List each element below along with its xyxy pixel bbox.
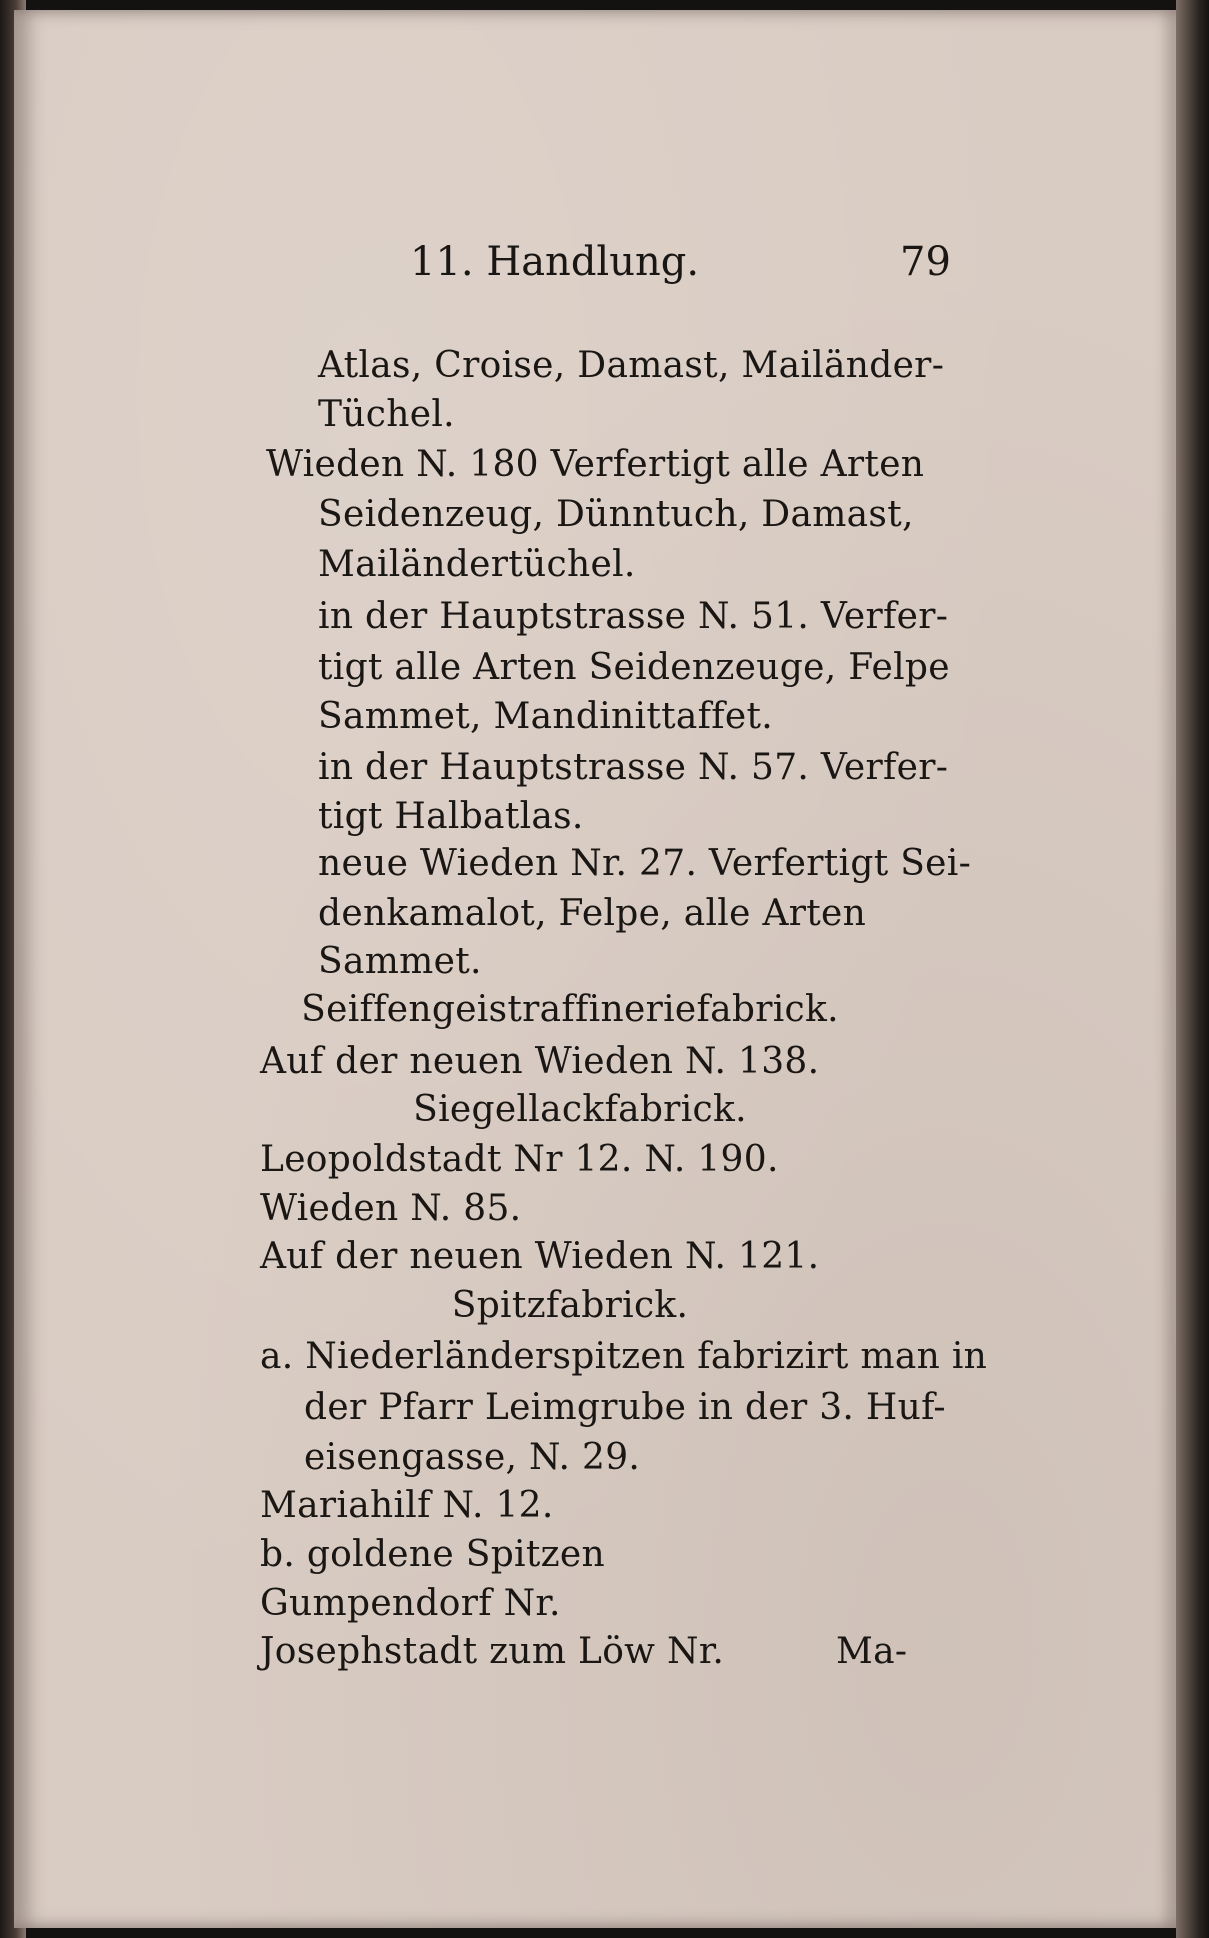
text-line: Seidenzeug, Dünntuch, Damast, bbox=[318, 494, 914, 535]
text-line: Mailändertüchel. bbox=[318, 544, 636, 585]
text-line: Leopoldstadt Nr 12. N. 190. bbox=[260, 1139, 779, 1180]
text-line: eisengasse, N. 29. bbox=[304, 1437, 641, 1478]
text-line: tigt Halbatlas. bbox=[318, 796, 584, 837]
text-line: neue Wieden Nr. 27. Verfertigt Sei- bbox=[318, 843, 972, 884]
text-line: Sammet. bbox=[318, 941, 482, 982]
section-heading: Spitzfabrick. bbox=[451, 1285, 689, 1326]
text-line: der Pfarr Leimgrube in der 3. Huf- bbox=[304, 1387, 946, 1428]
text-line: in der Hauptstrasse N. 51. Verfer- bbox=[318, 596, 949, 637]
text-line: Auf der neuen Wieden N. 138. bbox=[260, 1041, 820, 1082]
text-line: denkamalot, Felpe, alle Arten bbox=[318, 893, 867, 934]
text-line: a. Niederländerspitzen fabrizirt man in bbox=[260, 1336, 988, 1377]
section-heading: Seiffengeistraffineriefabrick. bbox=[301, 989, 839, 1030]
text-line: b. goldene Spitzen bbox=[260, 1534, 605, 1575]
text-line: in der Hauptstrasse N. 57. Verfer- bbox=[318, 747, 949, 788]
text-line: Sammet, Mandinittaffet. bbox=[318, 696, 773, 737]
page-number: 79 bbox=[900, 239, 951, 285]
text-line: Gumpendorf Nr. bbox=[260, 1583, 561, 1624]
text-line: Wieden N. 180 Verfertigt alle Arten bbox=[266, 444, 925, 485]
page-edge-shadow bbox=[1176, 0, 1209, 1938]
text-line: Josephstadt zum Löw Nr. bbox=[260, 1631, 725, 1672]
text-line: Auf der neuen Wieden N. 121. bbox=[260, 1236, 820, 1277]
text-line: Wieden N. 85. bbox=[260, 1188, 522, 1229]
section-heading: Siegellackfabrick. bbox=[413, 1089, 747, 1130]
book-page bbox=[14, 10, 1176, 1928]
catchword: Ma- bbox=[836, 1631, 908, 1672]
text-line: Mariahilf N. 12. bbox=[260, 1485, 554, 1526]
text-line: tigt alle Arten Seidenzeuge, Felpe bbox=[318, 647, 950, 688]
text-line: Atlas, Croise, Damast, Mailänder- bbox=[318, 345, 945, 386]
running-title: 11. Handlung. bbox=[410, 239, 700, 285]
text-line: Tüchel. bbox=[318, 394, 455, 435]
